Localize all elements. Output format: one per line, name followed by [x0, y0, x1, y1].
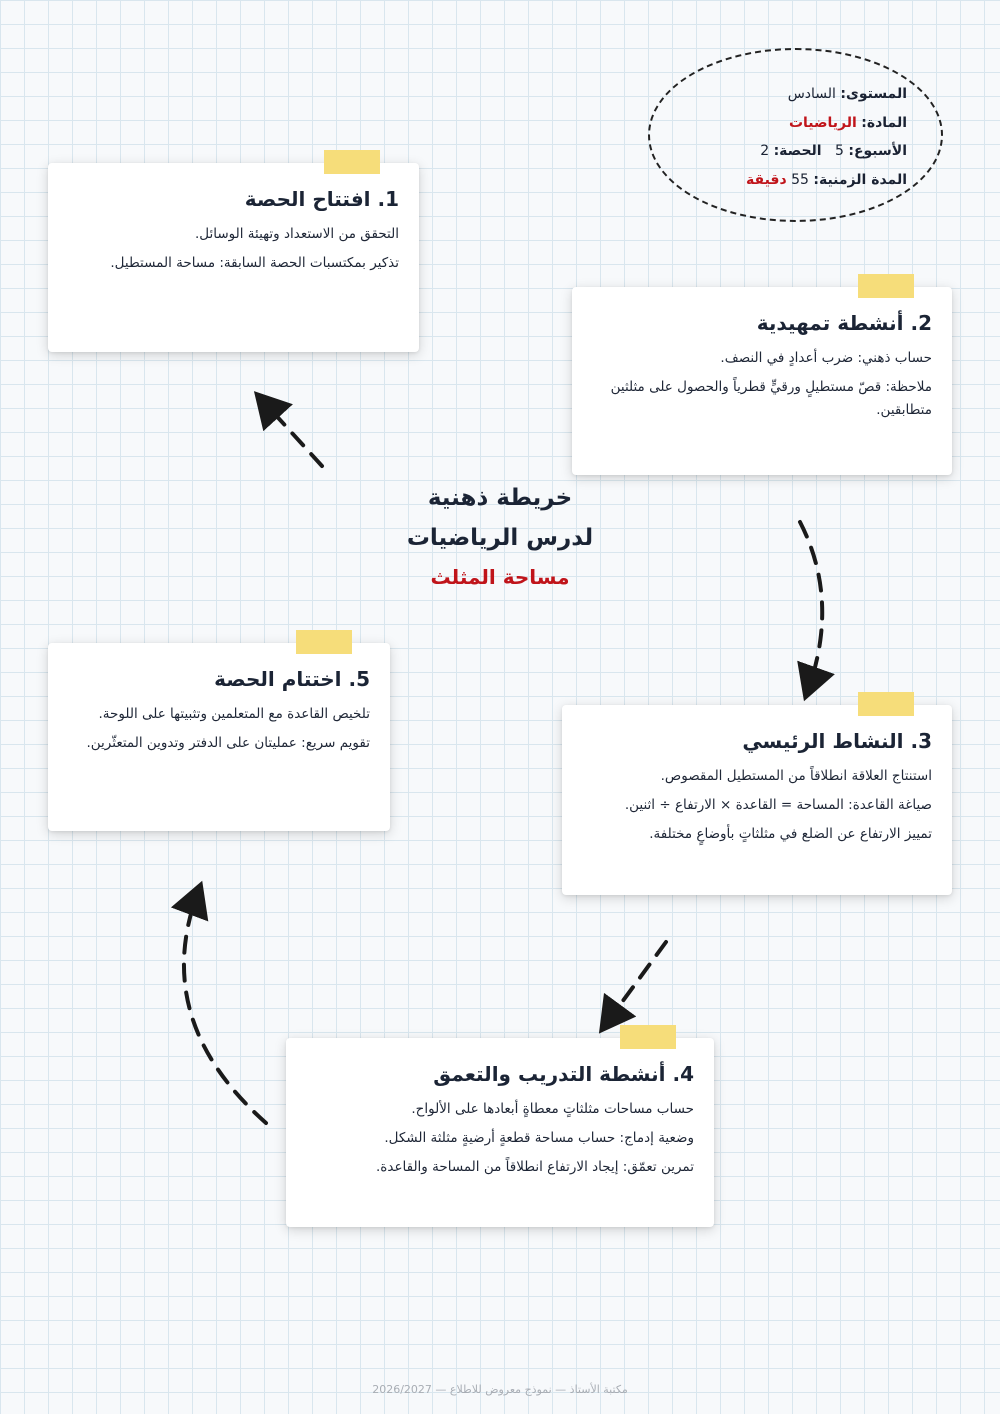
- footer-note: مكتبة الأستاذ — نموذج معروض للاطلاع — 2026/2027: [372, 1383, 628, 1396]
- subject-label: المادة:: [861, 114, 907, 131]
- step-title: 1. افتتاح الحصة: [244, 187, 399, 211]
- step-title: 5. اختتام الحصة: [214, 667, 370, 691]
- step-line: حساب مساحات مثلثاتٍ معطاةٍ أبعادها على الألواح.: [411, 1101, 694, 1117]
- step-line: وضعية إدماج: حساب مساحة قطعةٍ أرضيةٍ مثلثة الشكل.: [384, 1130, 694, 1146]
- week-label: الأسبوع:: [848, 143, 907, 159]
- duration-value: 55: [791, 171, 809, 188]
- step-line: استنتاج العلاقة انطلاقاً من المستطيل المقصوص.: [660, 768, 932, 784]
- step-line: ملاحظة: قصّ مستطيلٍ ورقيٍّ قطرياً والحصول على مثلثين متطابقين.: [610, 379, 932, 418]
- step-line: التحقق من الاستعداد وتهيئة الوسائل.: [194, 226, 399, 242]
- level-label: المستوى:: [840, 86, 907, 102]
- arrow-step2-to-step3: [800, 522, 822, 690]
- step-title: 4. أنشطة التدريب والتعمق: [433, 1062, 694, 1086]
- step-line: تلخيص القاعدة مع المتعلمين وتثبيتها على اللوحة.: [98, 706, 370, 722]
- session-label: الحصة:: [773, 143, 822, 159]
- step-line: تذكير بمكتسبات الحصة السابقة: مساحة المستطيل.: [110, 255, 399, 271]
- week-value: 5: [834, 143, 844, 159]
- step-title: 3. النشاط الرئيسي: [742, 729, 932, 753]
- step-title: 2. أنشطة تمهيدية: [756, 311, 932, 335]
- center-title-line1: خريطة ذهنية: [427, 485, 573, 511]
- center-title-line2: لدرس الرياضيات: [406, 525, 594, 551]
- arrow-step4-to-step5: [184, 892, 266, 1123]
- duration-label: المدة الزمنية:: [813, 171, 907, 188]
- center-lesson-topic: مساحة المثلث: [430, 565, 570, 589]
- step-line: حساب ذهني: ضرب أعدادٍ في النصف.: [720, 350, 932, 366]
- duration-unit: دقيقة: [746, 171, 787, 188]
- step-line: تقويم سريع: عمليتان على الدفتر وتدوين المتعثّرين.: [86, 735, 370, 751]
- subject-value: الرياضيات: [788, 114, 857, 131]
- session-value: 2: [760, 143, 770, 159]
- step-line: صياغة القاعدة: المساحة = القاعدة × الارتفاع ÷ اثنين.: [624, 797, 932, 813]
- step-line: تمرين تعمّق: إيجاد الارتفاع انطلاقاً من المساحة والقاعدة.: [376, 1159, 694, 1175]
- level-value: السادس: [787, 86, 836, 102]
- step-line: تمييز الارتفاع عن الضلع في مثلثاتٍ بأوضاعٍ مختلفة.: [649, 826, 932, 842]
- arrow-step3-to-step4: [606, 942, 666, 1024]
- arrow-step5-to-step1: [262, 400, 322, 466]
